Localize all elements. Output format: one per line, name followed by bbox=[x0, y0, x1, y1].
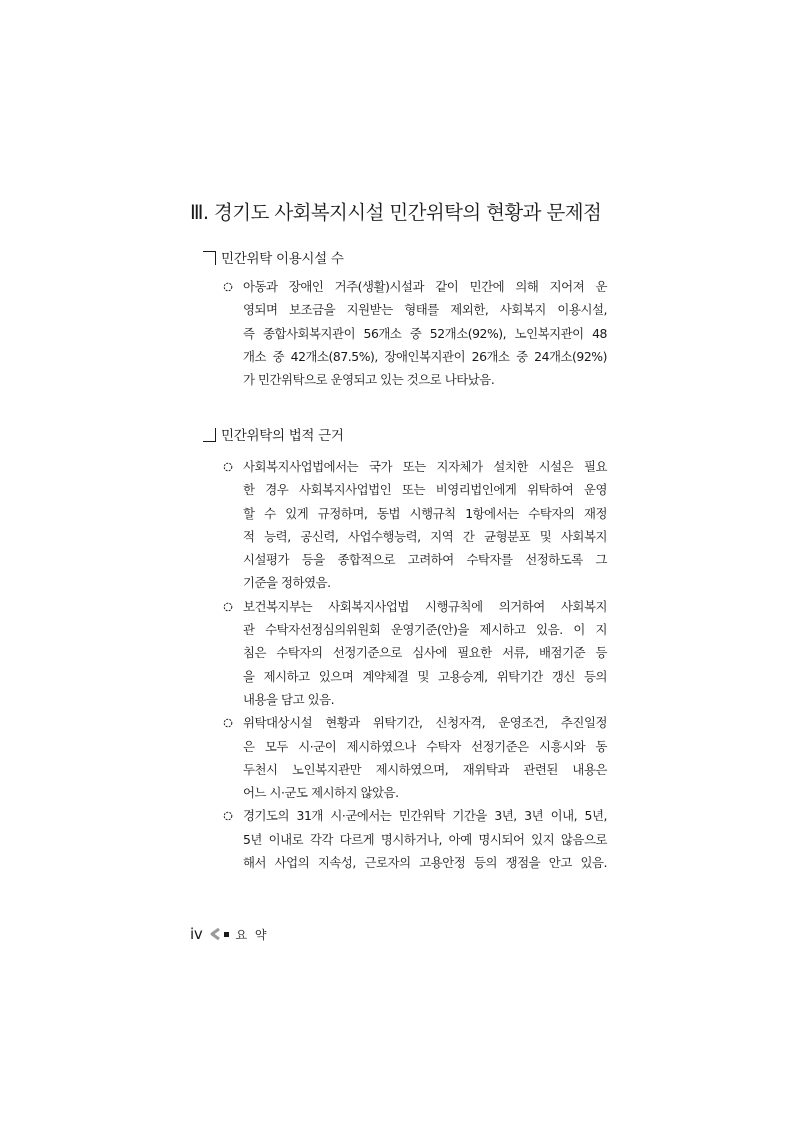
list-item bbox=[222, 275, 607, 391]
list-item bbox=[222, 455, 607, 595]
section-heading-label: 민간위탁 이용시설 수 bbox=[221, 251, 344, 267]
text-line: 개소 중 42개소(87.5%), 장애인복지관이 26개소 중 24개소(92%) bbox=[243, 348, 607, 364]
list-item bbox=[222, 711, 607, 804]
bullet-list-2 bbox=[222, 455, 607, 874]
section-bracket-icon bbox=[203, 428, 216, 442]
footer-label: 요 약 bbox=[235, 927, 269, 942]
section-heading-1 bbox=[203, 247, 344, 267]
text-line: 을 제시하고 있으며 계약체결 및 고용승계, 위탁기간 갱신 등의 bbox=[243, 668, 607, 684]
text-line: 은 모두 시·군이 제시하였으나 수탁자 선정기준은 시흥시와 동 bbox=[243, 738, 607, 754]
text-line: 위탁대상시설 현황과 위탁기간, 신청자격, 운영조건, 추진일정 bbox=[243, 715, 607, 731]
text-line: 관 수탁자선정심의위원회 운영기준(안)을 제시하고 있음. 이 지 bbox=[243, 622, 607, 638]
text-line: 내용을 담고 있음. bbox=[243, 691, 335, 707]
text-line: 가 민간위탁으로 운영되고 있는 것으로 나타났음. bbox=[243, 372, 495, 388]
text-line: 영되며 보조금을 지원받는 형태를 제외한, 사회복지 이용시설, bbox=[243, 302, 607, 318]
text-line: 즉 종합사회복지관이 56개소 중 52개소(92%), 노인복지관이 48 bbox=[243, 325, 607, 341]
text-line: 해서 사업의 지속성, 근로자의 고용안정 등의 쟁점을 안고 있음. bbox=[243, 855, 607, 871]
text-line: 적 능력, 공신력, 사업수행능력, 지역 간 균형분포 및 사회복지 bbox=[243, 528, 607, 544]
circle-bullet-icon bbox=[223, 602, 233, 612]
list-item bbox=[222, 804, 607, 874]
text-line: 기준을 정하였음. bbox=[243, 575, 331, 591]
circle-bullet-icon bbox=[223, 811, 233, 821]
circle-bullet-icon bbox=[223, 462, 233, 472]
bullet-list-1 bbox=[222, 275, 607, 391]
text-line: 두천시 노인복지관만 제시하였으며, 재위탁과 관련된 내용은 bbox=[243, 761, 607, 777]
section-bracket-icon bbox=[203, 251, 216, 265]
page-title: Ⅲ. 경기도 사회복지시설 민간위탁의 현황과 문제점 bbox=[190, 201, 602, 224]
section-heading-label: 민간위탁의 법적 근거 bbox=[221, 428, 344, 444]
square-marker-icon bbox=[224, 932, 229, 937]
list-item bbox=[222, 595, 607, 711]
text-line: 할 수 있게 규정하며, 동법 시행규칙 1항에서는 수탁자의 재정 bbox=[243, 505, 607, 521]
text-line: 어느 시·군도 제시하지 않았음. bbox=[243, 785, 399, 801]
text-line: 시설평가 등을 종합적으로 고려하여 수탁자를 선정하도록 그 bbox=[243, 552, 607, 568]
page-footer bbox=[190, 925, 268, 943]
text-line: 경기도의 31개 시·군에서는 민간위탁 기간을 3년, 3년 이내, 5년, bbox=[243, 808, 607, 824]
text-line: 사회복지사업법에서는 국가 또는 지자체가 설치한 시설은 필요 bbox=[243, 459, 607, 474]
text-line: 침은 수탁자의 선정기준으로 심사에 필요한 서류, 배점기준 등 bbox=[243, 645, 607, 661]
chevron-left-icon bbox=[208, 927, 222, 941]
circle-bullet-icon bbox=[223, 718, 233, 728]
text-line: 5년 이내로 각각 다르게 명시하거나, 아예 명시되어 있지 않음으로 bbox=[243, 831, 607, 847]
text-line: 한 경우 사회복지사업법인 또는 비영리법인에게 위탁하여 운영 bbox=[243, 482, 607, 498]
circle-bullet-icon bbox=[223, 282, 233, 292]
section-heading-2 bbox=[203, 424, 344, 444]
text-line: 보건복지부는 사회복지사업법 시행규칙에 의거하여 사회복지 bbox=[243, 598, 607, 614]
page-number: iv bbox=[190, 925, 203, 943]
text-line: 아동과 장애인 거주(생활)시설과 같이 민간에 의해 지어져 운 bbox=[243, 279, 607, 294]
